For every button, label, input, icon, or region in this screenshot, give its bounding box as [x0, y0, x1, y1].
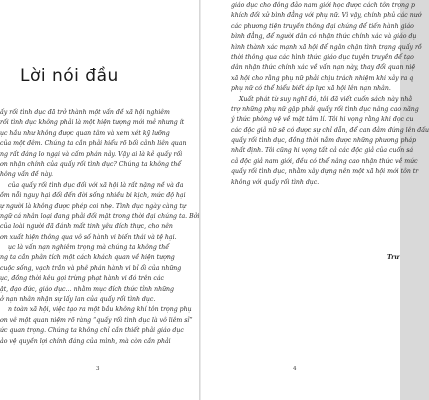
- text-line: ơn xuất hiện thông qua vô số hành vi biến thái và tệ hại.: [0, 233, 177, 241]
- text-line: ục hầu như không được quan tâm và xem xét kỹ lưỡng: [0, 129, 170, 137]
- text-line: ơn vê một quan niệm rõ ràng “quấy rối tình dục là vô liêm sỉ”: [0, 316, 193, 324]
- text-line: không với quấy rối tình dục.: [231, 178, 320, 186]
- page-number-right: 4: [293, 366, 297, 372]
- text-line: phụ nữ có thể hiểu biết áp lực xã hội lên nạn nhân.: [231, 85, 391, 93]
- text-line: trợ những phụ nữ gặp phải quấy rối tình dục nâng cao năng: [231, 105, 419, 113]
- text-line: của một đêm. Chúng ta cần phải hiểu rõ bối cảnh liên quan: [0, 140, 187, 148]
- text-line: của quấy rối tình dục đối với xã hội là rất nặng nề và đa: [8, 181, 184, 189]
- text-line: của loài người đã đánh mất tinh yêu đích thực, cho nên: [0, 223, 173, 231]
- text-line: cuộc sống, vạch trần và phê phán hành vi bỉ ổi của những: [0, 264, 182, 272]
- text-line: ục, đồng thời kêu gọi trừng phạt hành vi đó trên các: [0, 275, 164, 283]
- text-line: ở nạn nhân nhận sự lấy lan của quấy rối tình dục.: [0, 296, 156, 304]
- text-line: nhất định. Tôi cũng hi vọng tất cả các độc giả của cuốn sá: [231, 147, 414, 155]
- text-line: n toàn xã hội, việc tạo ra một bầu không khí tôn trọng phụ: [8, 306, 192, 314]
- page-number-left: 3: [96, 366, 100, 372]
- left-page: [0, 0, 199, 400]
- text-line: hông vấn đề này.: [0, 171, 53, 179]
- text-line: quấy rối tình dục, nhằm xây dựng nên một xã hội mới tôn tr: [231, 168, 419, 176]
- text-line: giáo dục cho đông đảo nam giới học được cách tôn trọng p: [231, 2, 415, 9]
- text-line: xã hội cho rằng phụ nữ phải chịu trách nhiệm khi xảy ra q: [231, 74, 414, 82]
- text-line: bình đẳng, để người dân có nhận thức chính xác và giáo dụ: [231, 33, 417, 41]
- right-page: [201, 0, 429, 400]
- text-line: Xuất phát từ suy nghĩ đó, tôi đã viết cuốn sách này nhằ: [239, 95, 413, 103]
- right-page-body: [231, 1, 429, 188]
- text-line: ơn nhận chính của quấy rối tình dục? Chúng ta không thể: [0, 160, 182, 168]
- left-page-body: [0, 108, 199, 347]
- page-title: Lời nói đầu: [20, 66, 119, 86]
- text-line: ật, đạo đức, giáo dục… nhằm mục đích thức tỉnh những: [0, 285, 175, 293]
- text-line: ngữ cá nhân loại đang phải đối mặt trong thời đại chúng ta. Bởi: [0, 212, 200, 220]
- text-line: hình thành xác mạnh xã hội để ngăn chặn tình trạng quấy rồ: [231, 43, 422, 51]
- text-line: ự người là không được phép coi nhẹ. Tình dục ngày càng tự: [0, 202, 186, 210]
- text-line: ng rất đáng lo ngại và cấm phán nảy. Vậy ai là kẻ quấy rối: [0, 150, 183, 158]
- author-signature: Trư: [387, 254, 399, 261]
- text-line: dân nhận thức chính xác về vấn nạn này, thay đổi quan niệ: [231, 64, 416, 72]
- text-line: ức quan trọng. Chúng ta không chỉ cần thiết phải giáo dục: [0, 327, 184, 335]
- text-line: ấy rối tình dục đã trở thành một vấn đề xã hội nghiêm: [0, 109, 170, 116]
- text-line: rối tình dục không phải là một hiện tượng mới mẻ nhưng ít: [0, 119, 185, 127]
- text-line: ý thức phòng vệ về mặt tâm lí. Tôi hi vọng rằng khi đọc cu: [231, 116, 414, 124]
- text-line: ục là vấn nạn nghiêm trọng mà chúng ta không thể: [8, 244, 170, 252]
- text-line: khích đối xử bình đẳng với phụ nữ. Vì vậy, chính phủ các nướ: [231, 12, 422, 20]
- text-line: thời thông qua các hình thức giáo dục tuyên truyền để tạo: [231, 53, 414, 61]
- text-line: các phương tiện truyền thông đại chúng để tiến hành giáo: [231, 22, 414, 30]
- text-line: ồm nỗi nguy hại đối đến đời sống nhiều bi kịch, mức độ hại: [0, 192, 186, 200]
- text-line: các độc giả nữ sẽ có được sự chỉ dẫn, để can đảm đứng lên đấu: [231, 126, 429, 134]
- text-line: ng ta cần phân tích một cách khách quan về hiện tượng: [0, 254, 175, 262]
- text-line: quấy rối tình dục, đồng thời nắm được những phương pháp: [231, 137, 417, 145]
- text-line: ảo vệ quyền lợi chính đáng của mình, mà còn cần phải: [0, 337, 171, 345]
- text-line: cả độc giả nam giới, đều có thể nâng cao nhận thức về mức: [231, 157, 418, 165]
